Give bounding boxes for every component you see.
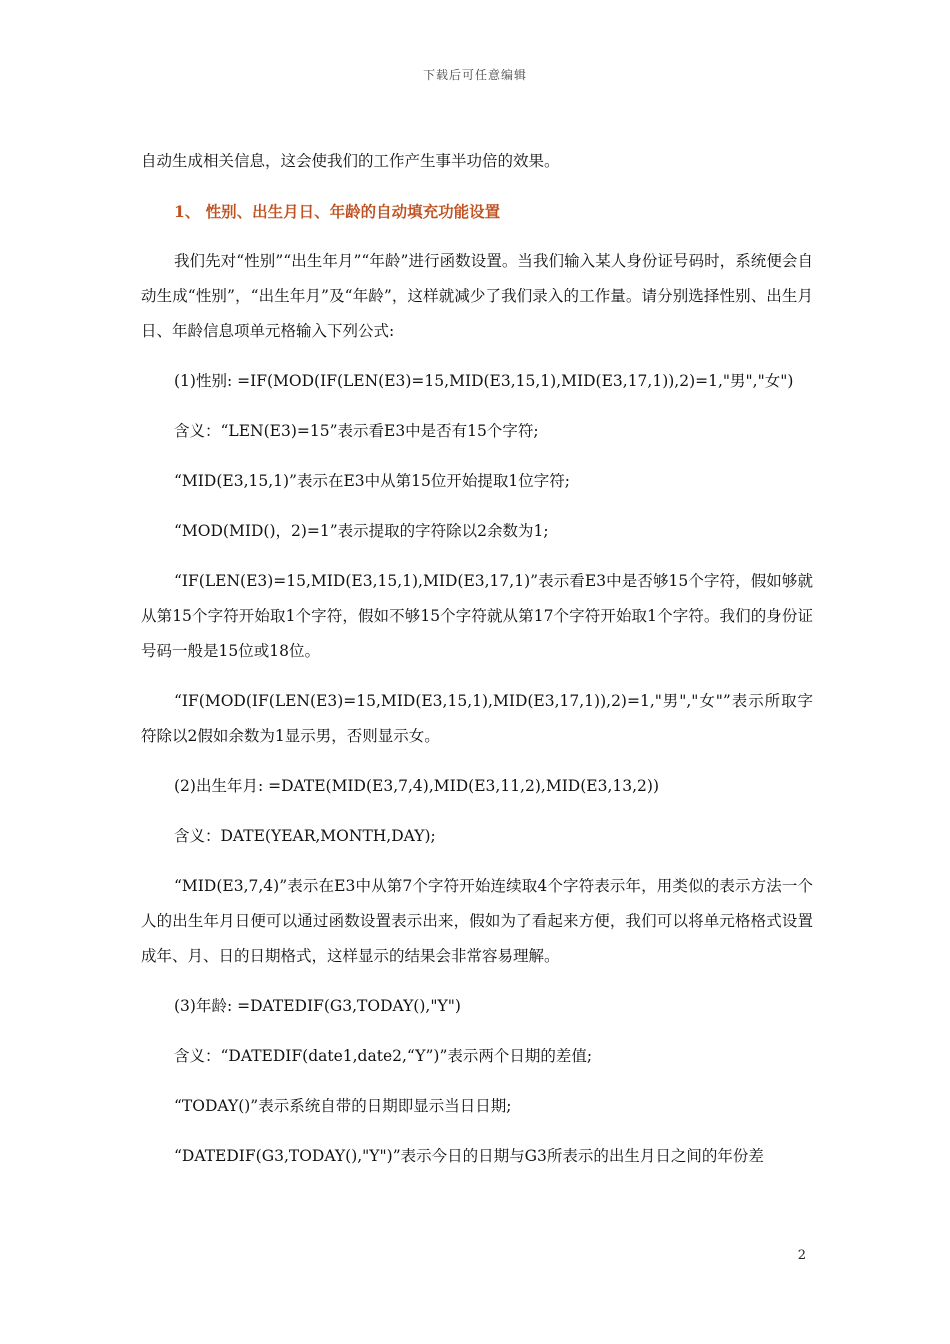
- page-number: 2: [797, 1248, 806, 1263]
- paragraph-overview: 我们先对“性别”“出生年月”“年龄”进行函数设置。当我们输入某人身份证号码时，系统便会自动生成“性别”，“出生年月”及“年龄”，这样就减少了我们录入的工作量。请分别选择性别、出生月日、年龄信息项单元格输入下列公式:: [141, 252, 813, 340]
- formula-birthdate: (2)出生年月: =DATE(MID(E3,7,4),MID(E3,11,2),MID(E3,13,2)): [174, 777, 659, 795]
- document-body: [141, 144, 813, 1189]
- paragraph-meaning-if-mod: “IF(MOD(IF(LEN(E3)=15,MID(E3,15,1),MID(E3,17,1)),2)=1,"男","女"”表示所取字符除以2假如余数为1显示男，否则显示女。: [141, 692, 813, 745]
- paragraph-intro-continuation: 自动生成相关信息，这会使我们的工作产生事半功倍的效果。: [141, 152, 560, 170]
- paragraph-meaning-datedif: 含义：“DATEDIF(date1,date2,“Y”)”表示两个日期的差值;: [174, 1047, 593, 1065]
- paragraph-meaning-date: 含义：DATE(YEAR,MONTH,DAY);: [174, 827, 436, 845]
- paragraph-meaning-mod: “MOD(MID()，2)=1”表示提取的字符除以2余数为1;: [174, 522, 549, 540]
- formula-age: (3)年龄: =DATEDIF(G3,TODAY(),"Y"): [174, 997, 461, 1015]
- paragraph-meaning-len: 含义：“LEN(E3)=15”表示看E3中是否有15个字符;: [174, 422, 539, 440]
- paragraph-meaning-mid: “MID(E3,15,1)”表示在E3中从第15位开始提取1位字符;: [174, 472, 570, 490]
- paragraph-meaning-today: “TODAY()”表示系统自带的日期即显示当日日期;: [174, 1097, 512, 1115]
- formula-gender: (1)性别: =IF(MOD(IF(LEN(E3)=15,MID(E3,15,1),MID(E3,17,1)),2)=1,"男","女"): [174, 372, 794, 390]
- paragraph-meaning-if: “IF(LEN(E3)=15,MID(E3,15,1),MID(E3,17,1)”表示看E3中是否够15个字符，假如够就从第15个字符开始取1个字符，假如不够15个字符就从第17个字符开始取1个字符。我们的身份证号码一般是15位或18位。: [141, 572, 813, 660]
- paragraph-meaning-datedif-full: “DATEDIF(G3,TODAY(),"Y")”表示今日的日期与G3所表示的出生月日之间的年份差: [174, 1147, 764, 1165]
- section-heading: 1、 性别、出生月日、年龄的自动填充功能设置: [174, 202, 501, 221]
- page-header: 下载后可任意编辑: [422, 68, 527, 82]
- paragraph-meaning-mid-year: “MID(E3,7,4)”表示在E3中从第7个字符开始连续取4个字符表示年，用类似的表示方法一个人的出生年月日便可以通过函数设置表示出来，假如为了看起来方便，我们可以将单元格格式设置成年、月、日的日期格式，这样显示的结果会非常容易理解。: [141, 877, 813, 965]
